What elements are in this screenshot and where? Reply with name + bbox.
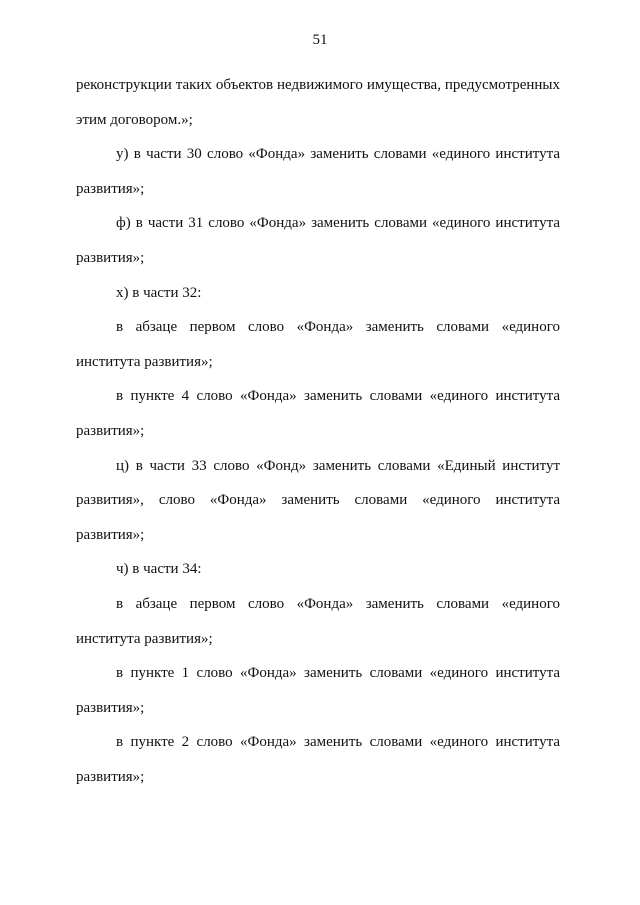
paragraph-u: у) в части 30 слово «Фонда» заменить словами «единого института [116, 146, 560, 163]
page-number: 51 [312, 32, 328, 48]
text-line: развития»; [76, 699, 145, 716]
document-body [76, 68, 560, 794]
subparagraph-abzac: в абзаце первом слово «Фонда» заменить словами «единого [116, 319, 560, 336]
text-line: института развития»; [76, 353, 213, 370]
paragraph-kh: х) в части 32: [116, 284, 202, 301]
text-line: развития»; [76, 249, 145, 266]
subparagraph-punkt-1: в пункте 1 слово «Фонда» заменить словами «единого института [116, 665, 560, 682]
text-line: развития»; [76, 180, 145, 197]
text-line: реконструкции таких объектов недвижимого имущества, предусмотренных [76, 77, 560, 93]
paragraph-ts: ц) в части 33 слово «Фонд» заменить словами «Единый институт [116, 457, 560, 474]
paragraph-f: ф) в части 31 слово «Фонда» заменить словами «единого института [116, 215, 560, 232]
paragraph-ch: ч) в части 34: [116, 561, 202, 578]
text-line: развития»; [76, 526, 145, 543]
text-line: развития»; [76, 768, 145, 785]
text-line: этим договором.»; [76, 111, 193, 128]
subparagraph-abzac: в абзаце первом слово «Фонда» заменить словами «единого [116, 595, 560, 612]
text-line: развития»; [76, 422, 145, 439]
subparagraph-punkt-2: в пункте 2 слово «Фонда» заменить словами «единого института [116, 734, 560, 751]
text-line: института развития»; [76, 630, 213, 647]
subparagraph-punkt-4: в пункте 4 слово «Фонда» заменить словами «единого института [116, 388, 560, 405]
text-line: развития», слово «Фонда» заменить словами «единого института [76, 492, 560, 509]
